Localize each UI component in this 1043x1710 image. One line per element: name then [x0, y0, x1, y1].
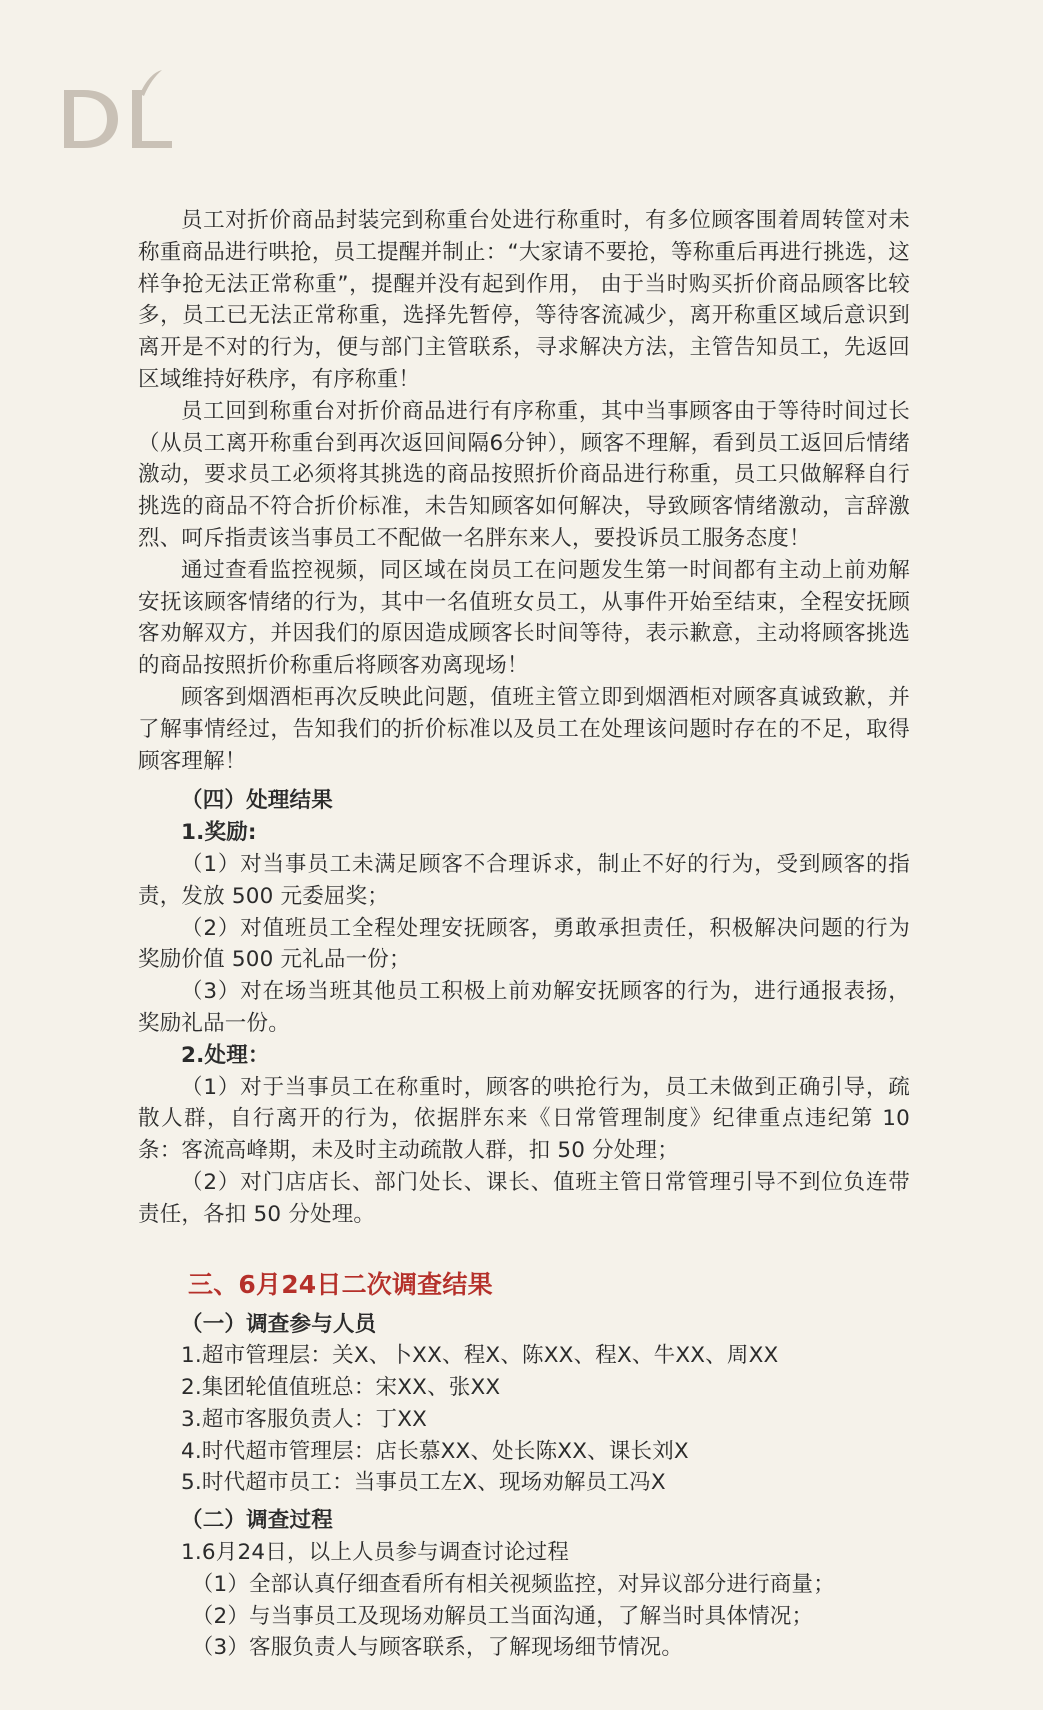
document-body	[138, 205, 910, 1664]
section-3-title: 三、6月24日二次调查结果	[188, 1269, 493, 1299]
participant-line-1: 1.超市管理层：关X、卜XX、程X、陈XX、程X、牛XX、周XX	[181, 1343, 779, 1369]
participant-line-4: 4.时代超市管理层：店长慕XX、处长陈XX、课长刘X	[181, 1438, 689, 1464]
penalty-item-2: （2）对门店店长、部门处长、课长、值班主管日常管理引导不到位负连带责任，各扣 50 分处理。	[138, 1169, 910, 1227]
penalty-item-1: （1）对于当事员工在称重时，顾客的哄抢行为，员工未做到正确引导，疏散人群，自行离开的行为，依据胖东来《日常管理制度》纪律重点违纪第 10 条：客流高峰期，未及时主动疏散人群，扣 50 分处理；	[138, 1074, 910, 1164]
reward-item-1: （1）对当事员工未满足顾客不合理诉求，制止不好的行为，受到顾客的指责，发放 500 元委屈奖；	[138, 851, 910, 909]
participant-line-5: 5.时代超市员工：当事员工左X、现场劝解员工冯X	[181, 1470, 666, 1496]
reward-item-3: （3）对在场当班其他员工积极上前劝解安抚顾客的行为，进行通报表扬，奖励礼品一份。	[138, 979, 910, 1036]
paragraph-3: 通过查看监控视频，同区域在岗员工在问题发生第一时间都有主动上前劝解安抚该顾客情绪的行为，其中一名值班女员工，从事件开始至结束，全程安抚顾客劝解双方，并因我们的原因造成顾客长时间等待，表示歉意，主动将顾客挑选的商品按照折价称重后将顾客劝离现场！	[138, 557, 910, 679]
process-item-3: （3）客服负责人与顾客联系，了解现场细节情况。	[191, 1635, 684, 1661]
process-heading: （二）调查过程	[181, 1508, 333, 1534]
paragraph-4: 顾客到烟酒柜再次反映此问题，值班主管立即到烟酒柜对顾客真诚致歉，并了解事情经过，告知我们的折价标准以及员工在处理该问题时存在的不足，取得顾客理解！	[138, 684, 910, 774]
penalty-heading: 2.处理：	[181, 1042, 270, 1068]
reward-heading: 1.奖励:	[181, 820, 257, 846]
participant-line-2: 2.集团轮值值班总：宋XX、张XX	[181, 1375, 501, 1401]
process-item-2: （2）与当事员工及现场劝解员工当面沟通，了解当时具体情况；	[191, 1603, 814, 1629]
participant-line-3: 3.超市客服负责人：丁XX	[181, 1406, 428, 1432]
reward-item-2: （2）对值班员工全程处理安抚顾客，勇敢承担责任，积极解决问题的行为奖励价值 500 元礼品一份；	[138, 915, 910, 973]
dl-logo-icon	[60, 70, 200, 170]
paragraph-2: 员工回到称重台对折价商品进行有序称重，其中当事顾客由于等待时间过长（从员工离开称重台到再次返回间隔6分钟），顾客不理解，看到员工返回后情绪激动，要求员工必须将其挑选的商品按照折价商品进行称重，员工只做解释自行挑选的商品不符合折价标准，未告知顾客如何解决，导致顾客情绪激动，言辞激烈、呵斥指责该当事员工不配做一名胖东来人，要投诉员工服务态度！	[138, 398, 910, 551]
process-item-1: （1）全部认真仔细查看所有相关视频监控，对异议部分进行商量；	[191, 1571, 835, 1597]
participants-heading: （一）调查参与人员	[181, 1311, 377, 1337]
paragraph-1: 员工对折价商品封装完到称重台处进行称重时，有多位顾客围着周转筐对未称重商品进行哄抢，员工提醒并制止：“大家请不要抢，等称重后再进行挑选，这样争抢无法正常称重”，提醒并没有起到作用， 由于当时购买折价商品顾客比较多，员工已无法正常称重，选择先暂停，等待客流减少，离开称重区域后意识到离开是不对的行为，便与部门主管联系，寻求解决方法，主管告知员工，先返回区域维持好秩序，有序称重！	[138, 208, 910, 392]
result-heading: （四）处理结果	[181, 788, 333, 814]
process-intro: 1.6月24日，以上人员参与调查讨论过程	[181, 1540, 570, 1566]
